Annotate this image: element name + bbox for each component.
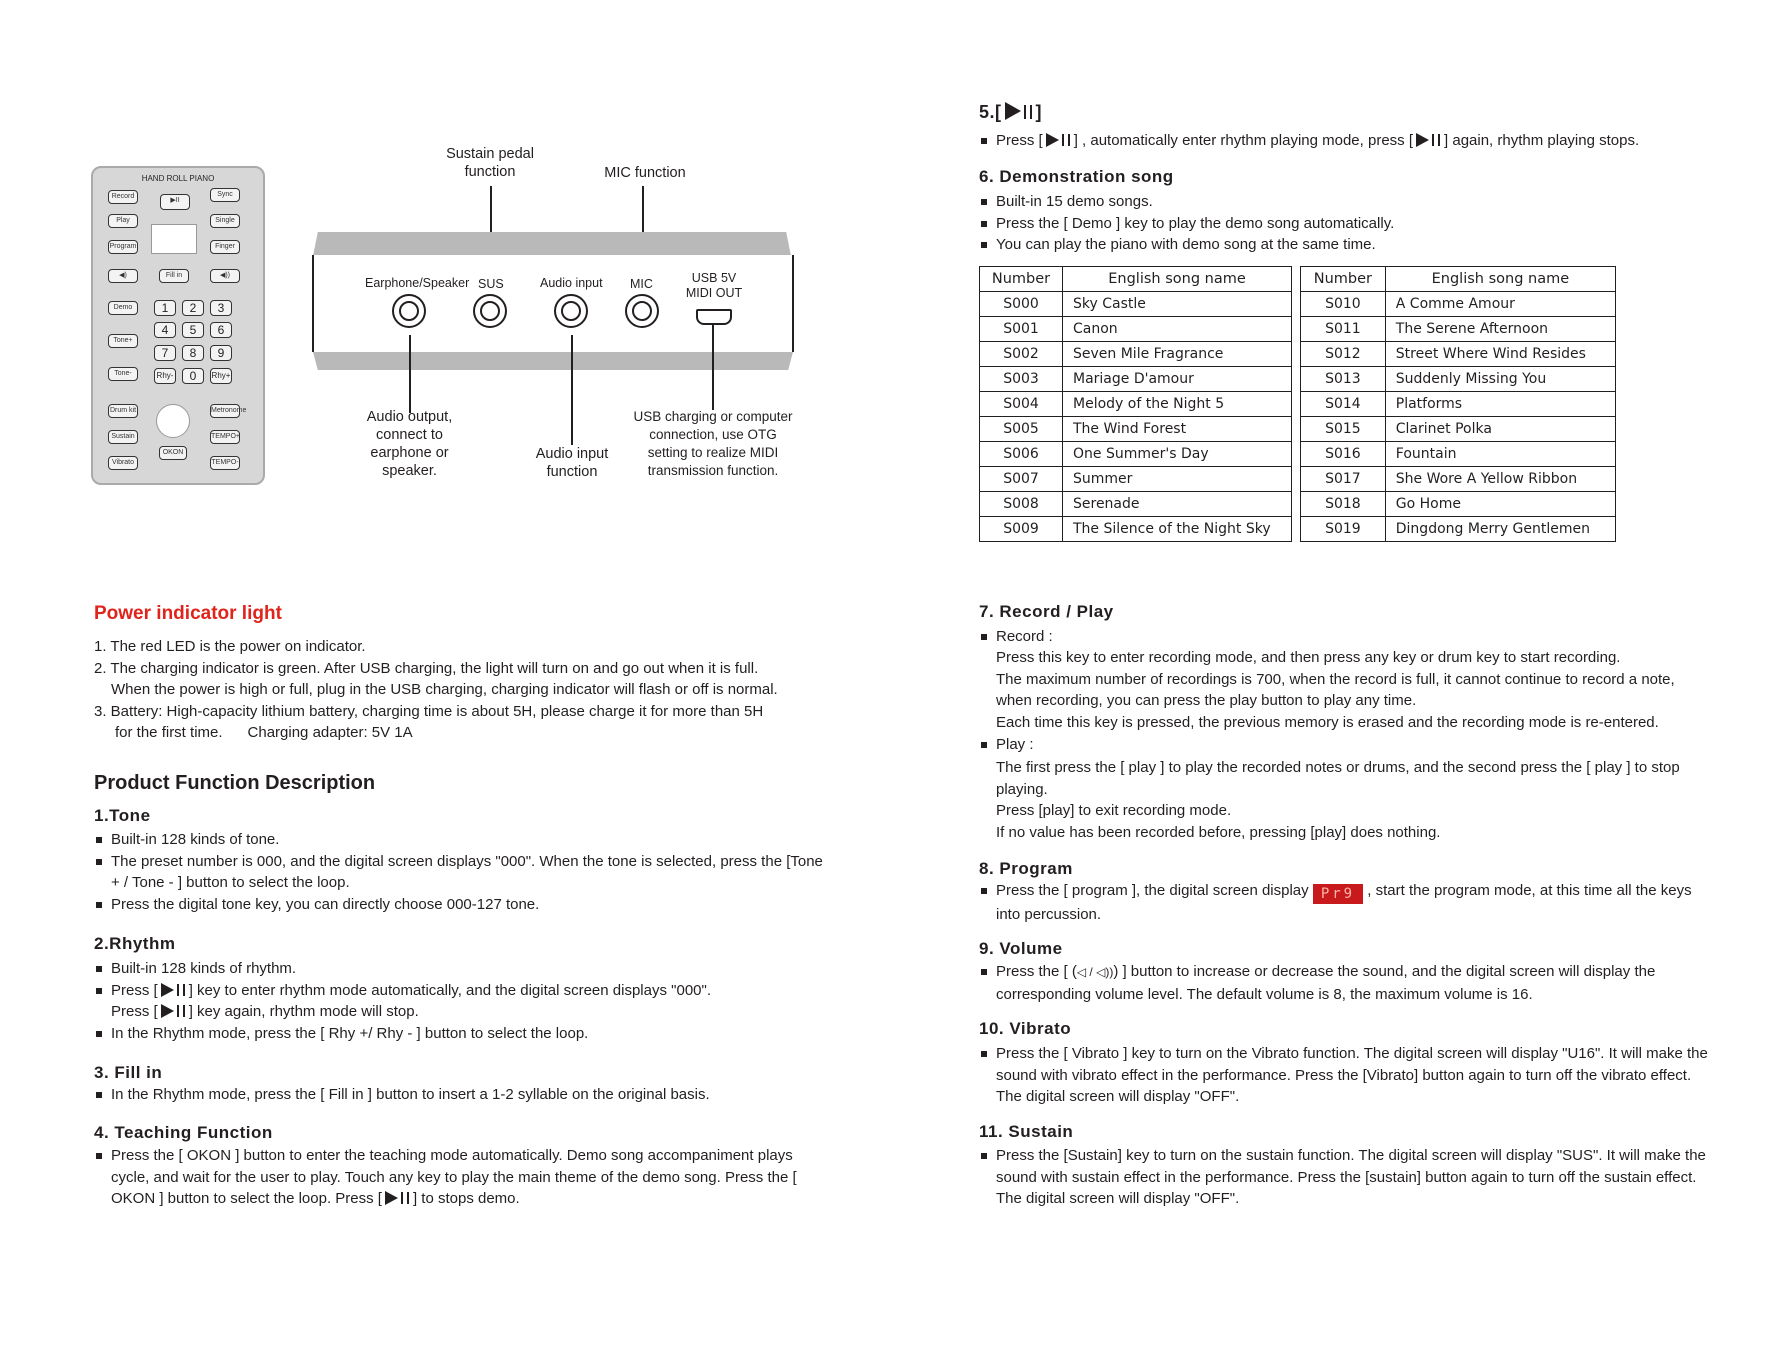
fill-in-key: Fill in [159, 269, 189, 283]
lcd-display: Pr9 [1313, 884, 1363, 904]
tone-down-key: Tone- [108, 367, 138, 381]
song-row [980, 467, 1292, 492]
record-item: Record : [979, 626, 1709, 648]
rhythm-heading: 2.Rhythm [94, 934, 176, 953]
teaching-list [94, 1145, 824, 1210]
play-icon [161, 1004, 174, 1018]
volume-heading: 9. Volume [979, 939, 1063, 958]
song-name: Serenade [1063, 492, 1292, 517]
power-indicator-list [94, 636, 824, 744]
label-audio-input: Audio input [540, 276, 603, 290]
vibrato-item: Press the [ Vibrato ] key to turn on the Vibrato function. The digital screen will display "U16". It will make the sound with vibrato effect in the performance. Press the [Vibrato] button again to turn off the vibrato effect. The digital screen will display "OFF". [979, 1043, 1709, 1108]
remote-joystick [156, 404, 190, 438]
caption-usb: USB charging or computer connection, use OTG setting to realize MIDI transmission function. [633, 409, 793, 478]
label-sus: SUS [478, 277, 504, 291]
song-number: S007 [980, 467, 1063, 492]
column-header: Number [1301, 267, 1386, 292]
play-icon [1416, 133, 1429, 147]
number-key: 2 [182, 300, 204, 316]
vibrato-list [979, 1043, 1709, 1108]
rhythm-up-key: Rhy+ [210, 368, 232, 384]
song-name: One Summer's Day [1063, 442, 1292, 467]
metronome-key: Metronome [210, 404, 240, 418]
rhythm-text: ] key again, rhythm mode will stop. [188, 1003, 419, 1020]
song-name: The Wind Forest [1063, 417, 1292, 442]
program-heading: 8. Program [979, 859, 1073, 878]
song-name: Seven Mile Fragrance [1063, 342, 1292, 367]
caption-audio-output: Audio output, connect to earphone or speaker. [366, 409, 453, 479]
item-text: , start the program mode, at this time all the keys into percussion. [996, 882, 1692, 923]
song-number: S004 [980, 392, 1063, 417]
song-row [1301, 292, 1616, 317]
song-name: Street Where Wind Resides [1385, 342, 1615, 367]
song-row [1301, 467, 1616, 492]
remote-display [151, 224, 197, 254]
play-details [979, 757, 1709, 843]
pause-icon [1062, 134, 1070, 146]
song-name: Suddenly Missing You [1385, 367, 1615, 392]
item-text: Press the [ program ], the digital screen display [996, 882, 1309, 899]
power-item: 2. The charging indicator is green. After USB charging, the light will turn on and go out when it is full. [94, 659, 759, 677]
item-text: Press [ [996, 132, 1043, 149]
song-number: S001 [980, 317, 1063, 342]
tone-up-key: Tone+ [108, 334, 138, 348]
column-header: English song name [1063, 267, 1292, 292]
record-line: The maximum number of recordings is 700, when the record is full, it cannot continue to record a note, when recording, you can press the play button to play any time. [996, 670, 1675, 709]
play-item: Play : [979, 734, 1709, 756]
song-row [980, 367, 1292, 392]
item-text: Press the [ ( [996, 963, 1077, 980]
teaching-item [94, 1145, 824, 1210]
song-row [980, 492, 1292, 517]
demo-item: Press the [ Demo ] key to play the demo song automatically. [979, 213, 1709, 235]
tone-item: Built-in 128 kinds of tone. [94, 829, 824, 851]
fill-in-list [94, 1084, 824, 1106]
sustain-item: Press the [Sustain] key to turn on the sustain function. The digital screen will display "SUS". It will make the sound with sustain effect in the performance. Press the [sustain] button again to turn off the sustain effect. The digital screen will display "OFF". [979, 1145, 1709, 1210]
record-line: Press this key to enter recording mode, and then press any key or drum key to start recording. [996, 649, 1621, 666]
song-row [980, 342, 1292, 367]
number-key: 3 [210, 300, 232, 316]
song-number: S012 [1301, 342, 1386, 367]
rhythm-down-key: Rhy- [154, 368, 176, 384]
item-text: ] again, rhythm playing stops. [1444, 132, 1640, 149]
product-function-heading: Product Function Description [94, 772, 376, 794]
play-pause-item [979, 130, 1709, 152]
play-pause-list [979, 130, 1709, 152]
okon-key: OKON [159, 446, 187, 460]
callout-line [409, 335, 411, 413]
tone-list [94, 829, 824, 915]
single-key: Single [210, 214, 240, 228]
song-name: Platforms [1385, 392, 1615, 417]
song-name: Clarinet Polka [1385, 417, 1615, 442]
rhythm-item: In the Rhythm mode, press the [ Rhy +/ Rhy - ] button to select the loop. [94, 1023, 824, 1045]
power-item: 1. The red LED is the power on indicator. [94, 638, 366, 655]
song-row [980, 417, 1292, 442]
play-icon [1005, 102, 1021, 120]
song-name: Summer [1063, 467, 1292, 492]
song-row [980, 517, 1292, 542]
label-earphone: Earphone/Speaker [365, 276, 470, 290]
teaching-text: ] to stops demo. [412, 1190, 520, 1207]
play-pause-heading [979, 102, 1042, 123]
song-name: Mariage D'amour [1063, 367, 1292, 392]
song-number: S011 [1301, 317, 1386, 342]
song-number: S019 [1301, 517, 1386, 542]
sustain-list [979, 1145, 1709, 1210]
fill-in-heading: 3. Fill in [94, 1063, 163, 1082]
demo-song-list [979, 191, 1709, 256]
play-icon [1046, 133, 1059, 147]
song-number: S017 [1301, 467, 1386, 492]
callout-line [712, 324, 714, 410]
sustain-heading: 11. Sustain [979, 1122, 1074, 1141]
song-row [1301, 317, 1616, 342]
remote-illustration [91, 166, 265, 485]
record-line: Each time this key is pressed, the previous memory is erased and the recording mode is re-entered. [996, 713, 1659, 731]
tone-heading: 1.Tone [94, 806, 151, 825]
program-item [979, 880, 1709, 926]
play-pause-key: ▶II [160, 194, 190, 210]
rhythm-item [94, 980, 824, 1023]
song-row [1301, 417, 1616, 442]
song-row [1301, 367, 1616, 392]
column-header: English song name [1385, 267, 1615, 292]
pause-icon [1432, 134, 1440, 146]
song-number: S005 [980, 417, 1063, 442]
song-number: S014 [1301, 392, 1386, 417]
song-number: S016 [1301, 442, 1386, 467]
song-row [1301, 492, 1616, 517]
record-key: Record [108, 190, 138, 204]
demo-song-heading: 6. Demonstration song [979, 167, 1174, 186]
play-icon [161, 983, 174, 997]
fill-in-item: In the Rhythm mode, press the [ Fill in ] button to insert a 1-2 syllable on the original basis. [94, 1084, 824, 1106]
song-row [980, 442, 1292, 467]
sync-key: Sync [210, 188, 240, 202]
power-item: 3. Battery: High-capacity lithium battery, charging time is about 5H, please charge it for more than 5H [94, 702, 764, 720]
song-name: She Wore A Yellow Ribbon [1385, 467, 1615, 492]
callout-line [571, 335, 573, 445]
song-table-left [979, 266, 1292, 542]
record-play-list [979, 626, 1709, 648]
vibrato-heading: 10. Vibrato [979, 1019, 1072, 1038]
panel-bottom-edge [313, 352, 793, 370]
play-icon [385, 1191, 398, 1205]
song-number: S015 [1301, 417, 1386, 442]
number-key: 4 [154, 322, 176, 338]
tempo-down-key: TEMPO- [210, 456, 240, 470]
play-line: The first press the [ play ] to play the recorded notes or drums, and the second press the [ play ] to stop playing. [996, 759, 1680, 798]
panel-face [312, 255, 794, 352]
volume-icon: ◁ / ◁)) [1076, 965, 1114, 979]
song-row [980, 292, 1292, 317]
record-play-heading: 7. Record / Play [979, 602, 1114, 621]
demo-key: Demo [108, 301, 138, 315]
number-key: 6 [210, 322, 232, 338]
rhythm-item: Built-in 128 kinds of rhythm. [94, 958, 824, 980]
volume-item [979, 961, 1709, 1005]
finger-key: Finger [210, 240, 240, 254]
sus-jack-icon [473, 294, 507, 328]
song-name: Melody of the Night 5 [1063, 392, 1292, 417]
song-number: S009 [980, 517, 1063, 542]
label-usb: USB 5V MIDI OUT [685, 271, 743, 300]
power-indicator-heading: Power indicator light [94, 603, 282, 624]
rhythm-text: ] key to enter rhythm mode automatically, and the digital screen displays "000". [188, 981, 711, 999]
song-number: S006 [980, 442, 1063, 467]
song-number: S008 [980, 492, 1063, 517]
demo-item: Built-in 15 demo songs. [979, 191, 1709, 213]
item-text: ] , automatically enter rhythm playing mode, press [ [1073, 132, 1414, 149]
pause-icon [177, 984, 185, 996]
demo-item: You can play the piano with demo song at the same time. [979, 234, 1709, 256]
song-name: Dingdong Merry Gentlemen [1385, 517, 1615, 542]
song-row [1301, 517, 1616, 542]
volume-up-key: ◀)) [210, 269, 240, 283]
drum-kit-key: Drum kit [108, 404, 138, 418]
song-name: Sky Castle [1063, 292, 1292, 317]
number-key: 8 [182, 345, 204, 361]
song-row [1301, 392, 1616, 417]
tone-item: The preset number is 000, and the digital screen displays "000". When the tone is selected, press the [Tone + / Tone - ] button to select the loop. [94, 851, 824, 894]
column-header: Number [980, 267, 1063, 292]
number-key: 7 [154, 345, 176, 361]
record-details [979, 647, 1709, 733]
item-text: ) ] button to increase or decrease the sound, and the digital screen will display the corresponding volume level. The default volume is 8, the maximum volume is 16. [996, 963, 1656, 1003]
sustain-key: Sustain [108, 430, 138, 444]
song-row [1301, 342, 1616, 367]
teaching-heading: 4. Teaching Function [94, 1123, 273, 1142]
song-name: Canon [1063, 317, 1292, 342]
play-line: Press [play] to exit recording mode. [996, 802, 1232, 819]
teaching-text: Press the [ OKON ] button to enter the teaching mode automatically. Demo song accompaniment plays cycle, and wait for the user to play. Touch any key to play the main theme of the demo song. Press the [ OKON ] button to select the loop. Press [ [111, 1147, 797, 1207]
mic-jack-icon [625, 294, 659, 328]
tone-item: Press the digital tone key, you can directly choose 000-127 tone. [94, 894, 824, 916]
song-number: S000 [980, 292, 1063, 317]
vibrato-key: Vibrato [108, 456, 138, 470]
song-name: Fountain [1385, 442, 1615, 467]
pause-icon [177, 1005, 185, 1017]
song-number: S003 [980, 367, 1063, 392]
label-mic: MIC [630, 277, 653, 291]
program-key: Program [108, 240, 138, 254]
volume-down-key: ◀) [108, 269, 138, 283]
play-list [979, 734, 1709, 756]
number-key: 9 [210, 345, 232, 361]
song-number: S010 [1301, 292, 1386, 317]
song-row [980, 317, 1292, 342]
number-key: 5 [182, 322, 204, 338]
song-name: Go Home [1385, 492, 1615, 517]
rhythm-list [94, 958, 824, 1044]
heading-text: 5.[ [979, 102, 1002, 122]
remote-title: HAND ROLL PIANO [141, 174, 215, 183]
pause-icon [1024, 105, 1032, 119]
number-key: 0 [182, 368, 204, 384]
song-table-right [1300, 266, 1616, 542]
song-number: S018 [1301, 492, 1386, 517]
play-line: If no value has been recorded before, pressing [play] does nothing. [996, 823, 1441, 841]
song-number: S013 [1301, 367, 1386, 392]
rhythm-text: Press [ [111, 1003, 158, 1020]
earphone-jack-icon [392, 294, 426, 328]
heading-text: ] [1035, 102, 1043, 122]
rhythm-text: Press [ [111, 981, 158, 999]
song-name: The Serene Afternoon [1385, 317, 1615, 342]
usb-port-icon [696, 309, 732, 325]
number-key: 1 [154, 300, 176, 316]
audio-input-jack-icon [554, 294, 588, 328]
song-name: A Comme Amour [1385, 292, 1615, 317]
play-key: Play [108, 214, 138, 228]
song-number: S002 [980, 342, 1063, 367]
song-name: The Silence of the Night Sky [1063, 517, 1292, 542]
caption-audio-input: Audio input function [535, 446, 609, 480]
callout-sustain-pedal: Sustain pedal function [446, 146, 534, 180]
song-row [980, 392, 1292, 417]
tempo-up-key: TEMPO+ [210, 430, 240, 444]
callout-mic: MIC function [604, 165, 686, 181]
program-list [979, 880, 1709, 926]
pause-icon [401, 1192, 409, 1204]
volume-list [979, 961, 1709, 1005]
song-row [1301, 442, 1616, 467]
panel-top-edge [313, 232, 791, 256]
power-item: for the first time. Charging adapter: 5V 1A [115, 724, 413, 741]
power-item: When the power is high or full, plug in the USB charging, charging indicator will flash or off is normal. [111, 681, 778, 698]
